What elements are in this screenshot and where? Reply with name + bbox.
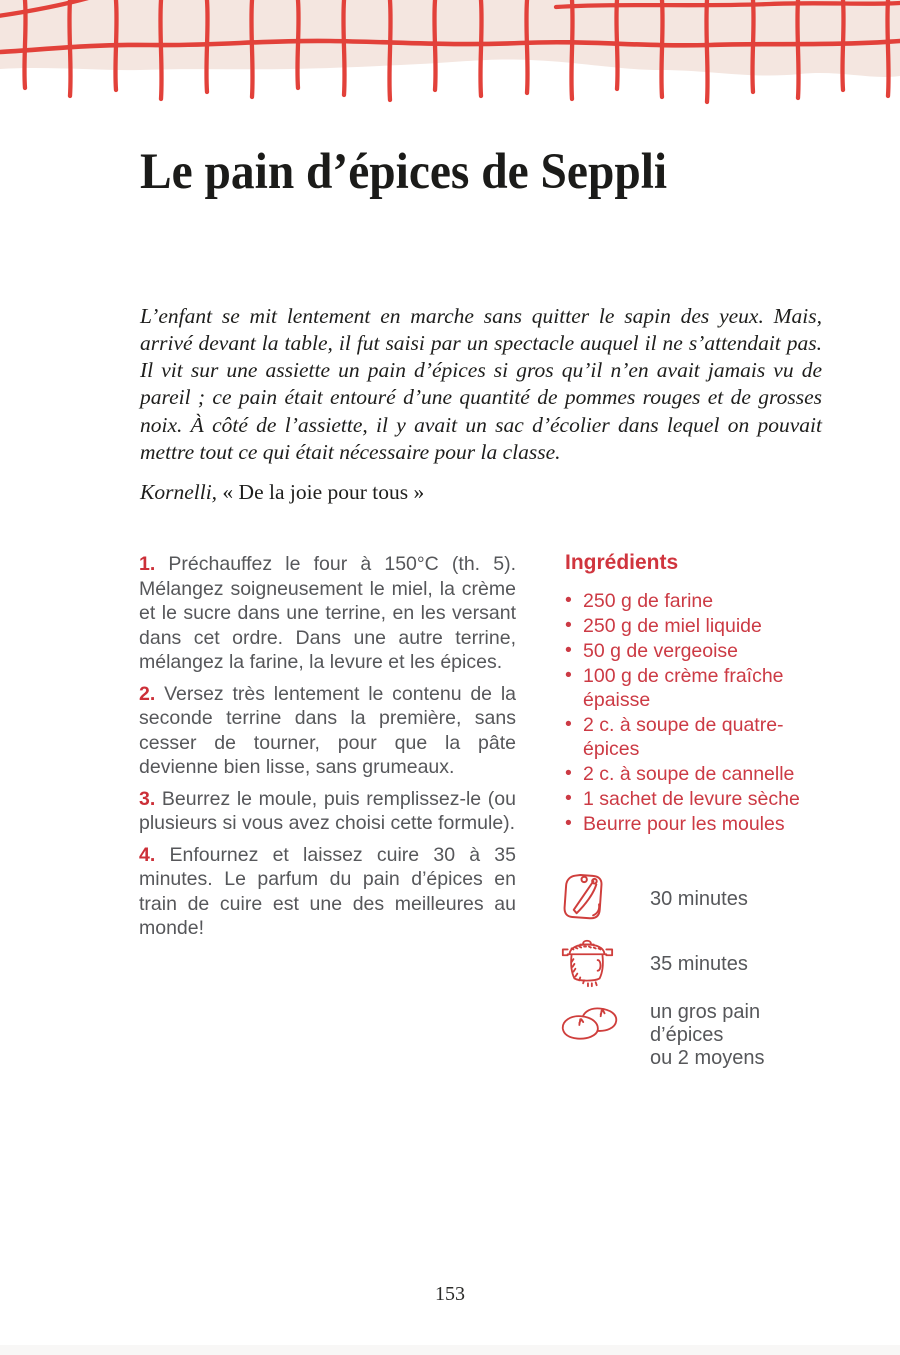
ingredient-text: 2 c. à soupe de cannelle [583,763,795,785]
quote-attribution [140,480,424,505]
recipe-step [139,682,516,780]
prep-time-label: 30 minutes [650,888,748,910]
yield-label [650,1001,765,1070]
step-number: 4. [139,843,156,866]
yield-row [558,1001,818,1070]
page-bottom-edge [0,1345,900,1355]
yield-line: d’épices [650,1024,724,1046]
bullet-icon: • [565,762,572,784]
ingredient-text: 250 g de farine [583,590,714,612]
step-text: Beurrez le moule, puis remplissez-le (ou plusieurs si vous avez choisi cette formule). [139,787,516,834]
loaves-icon [558,1001,622,1052]
ingredient-text: Beurre pour les moules [583,813,785,835]
bullet-icon: • [565,614,572,636]
ingredient-text: 50 g de vergeoise [583,640,739,662]
quote-work-title: « De la joie pour tous » [217,479,425,504]
ingredients-list [565,589,807,836]
ingredient-text: 1 sachet de levure sèche [583,788,800,810]
cook-time-label: 35 minutes [650,953,748,975]
ingredient-item [565,787,807,811]
bullet-icon: • [565,589,572,611]
prep-time-row [558,868,818,931]
ingredient-text: 2 c. à soupe de quatre-épices [583,714,784,760]
ingredients-panel [565,550,807,837]
recipe-step [139,552,516,675]
step-number: 2. [139,682,156,705]
ingredient-item [565,762,807,786]
cook-time-row [558,934,818,995]
ingredient-text: 250 g de miel liquide [583,615,762,637]
ingredient-item [565,639,807,663]
ingredient-item [565,812,807,836]
ingredient-item [565,664,807,712]
page-number: 153 [435,1283,465,1305]
bullet-icon: • [565,639,572,661]
page-title: Le pain d’épices de Seppli [140,144,668,200]
recipe-info-badges [558,868,818,1073]
ingredient-item [565,614,807,638]
bullet-icon: • [565,664,572,686]
recipe-step [139,787,516,836]
step-number: 1. [139,553,156,575]
recipe-step [139,843,516,941]
ingredients-heading: Ingrédients [565,551,679,574]
step-text: Versez très lentement le contenu de la seconde terrine dans la première, sans cesser de tourner, pour que la pâte devienne bien lisse, sans grumeaux. [139,682,516,778]
bullet-icon: • [565,787,572,809]
recipe-steps [139,552,516,948]
step-number: 3. [139,787,156,810]
literary-quote: L’enfant se mit lentement en marche sans quitter le sapin des yeux. Mais, arrivé devant la table, il fut saisi par un spectacle auquel il ne s’attendait pas. Il vit sur une assiette un pain d’épices si gros qu’il n’en avait jamais vu de pareil ; ce pain était entouré d’une quantité de pommes rouges et de grosses noix. À côté de l’assiette, il y avait un sac d’écolier dans lequel on pouvait mettre tout ce qui était nécessaire pour la classe. [140,303,822,464]
pot-icon [558,934,622,995]
ingredient-item [565,589,807,613]
step-text: Enfournez et laissez cuire 30 à 35 minutes. Le parfum du pain d’épices en train de cuire est une des meilleures au monde! [139,843,516,939]
bullet-icon: • [565,812,572,834]
bullet-icon: • [565,713,572,735]
ingredient-text: 100 g de crème fraîche épaisse [583,665,784,711]
yield-line: ou 2 moyens [650,1047,765,1069]
plaid-pattern-decoration [0,0,900,110]
ingredient-item [565,713,807,761]
yield-line: un gros pain [650,1001,761,1023]
cutting-board-icon [558,868,622,931]
quote-author: Kornelli, [140,479,218,504]
step-text: Préchauffez le four à 150°C (th. 5). Mélangez soigneusement le miel, la crème et le sucre dans une terrine, en les versant dans cet ordre. Dans une autre terrine, mélangez la farine, la levure et les épices. [139,553,516,673]
